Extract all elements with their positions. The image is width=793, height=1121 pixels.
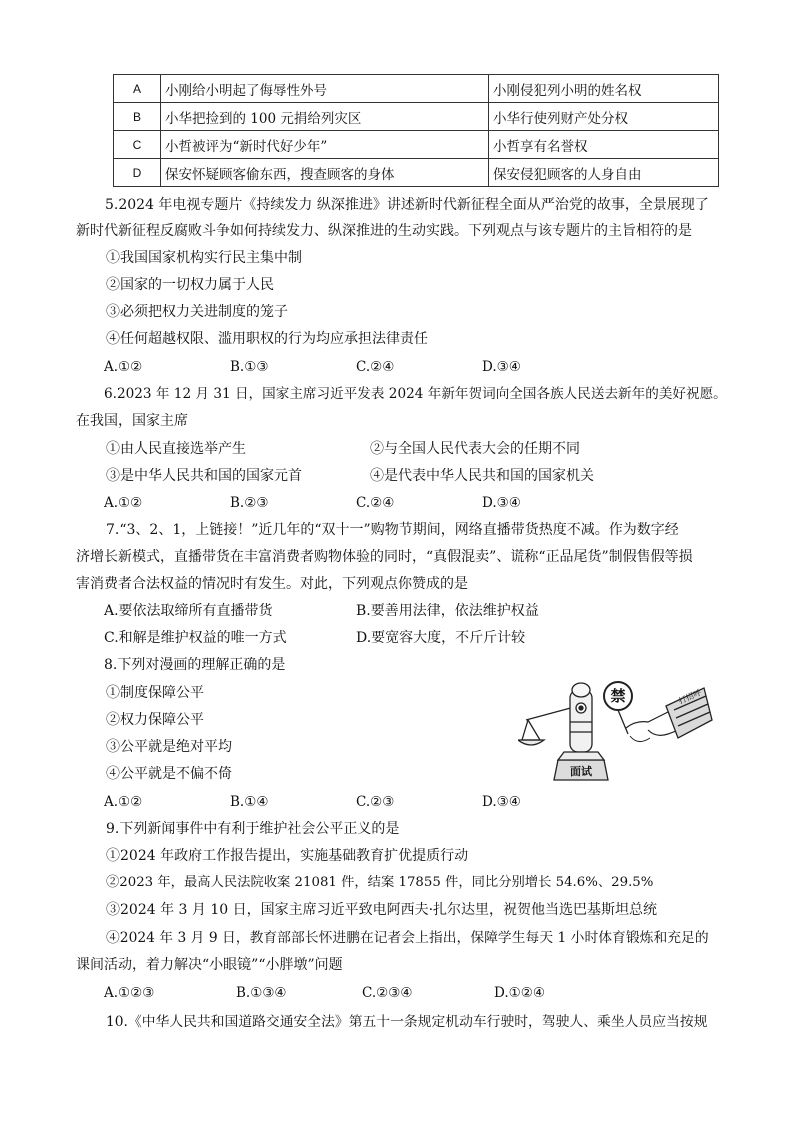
cartoon-pedestal-label: 面试 — [570, 765, 592, 778]
q6-choice-a: A.①② — [104, 495, 143, 511]
q6-stem-line1: 6.2023 年 12 月 31 日，国家主席习近平发表 2024 年新年贺词向全国各族人民送去新年的美好祝愿。 — [104, 386, 727, 402]
q8-item-2: ②权力保障公平 — [106, 712, 204, 728]
q5-item-1: ①我国国家机构实行民主集中制 — [106, 250, 302, 266]
q9-item-2: ②2023 年，最高人民法院收案 21081 件，结案 17855 件，同比分别增长 54.6%、29.5% — [106, 875, 654, 890]
q9-item-4: ④2024 年 3 月 9 日，教育部部长怀进鹏在记者会上指出，保障学生每天 1 小时体育锻炼和充足的 — [106, 930, 709, 946]
q7-stem-line3: 害消费者合法权益的情况时有发生。对此，下列观点你赞成的是 — [76, 576, 468, 592]
q5-choice-b: B.①③ — [230, 359, 269, 375]
q9-choice-c: C.②③④ — [362, 985, 413, 1001]
table-row — [114, 131, 719, 159]
q6-item-2: ②与全国人民代表大会的任期不同 — [370, 441, 580, 457]
q6-item-3: ③是中华人民共和国的国家元首 — [106, 468, 302, 484]
q7-choice-d: D.要宽容大度，不斤斤计较 — [356, 630, 526, 646]
q10-stem: 10.《中华人民共和国道路交通安全法》第五十一条规定机动车行驶时，驾驶人、乘坐人员应当按规 — [106, 1014, 708, 1030]
row-key: C — [114, 131, 161, 159]
row-judgement: 小刚侵犯列小明的姓名权 — [489, 75, 719, 103]
q8-item-4: ④公平就是不偏不倚 — [106, 766, 232, 782]
row-event: 小哲被评为“新时代好少年” — [161, 131, 489, 159]
q6-item-1: ①由人民直接选举产生 — [106, 441, 246, 457]
q6-choice-c: C.②④ — [356, 495, 395, 511]
row-judgement: 保安侵犯顾客的人身自由 — [489, 159, 719, 187]
q8-choice-d: D.③④ — [482, 794, 521, 810]
q9-item-4-continued: 课间活动，着力解决“小眼镜”“小胖墩”问题 — [76, 957, 343, 973]
q5-item-2: ②国家的一切权力属于人民 — [106, 277, 274, 293]
q7-choice-b: B.要善用法律，依法维护权益 — [356, 603, 539, 619]
table-row — [114, 103, 719, 131]
cartoon-forbidden-sign: 禁 — [610, 687, 626, 705]
q9-choice-b: B.①③④ — [236, 985, 287, 1001]
q9-choice-d: D.①②④ — [494, 985, 545, 1001]
q5-choice-d: D.③④ — [482, 359, 521, 375]
row-judgement: 小华行使列财产处分权 — [489, 103, 719, 131]
q5-item-3: ③必须把权力关进制度的笼子 — [106, 304, 288, 320]
cartoon-sleeve-note: 打招呼 — [677, 687, 703, 706]
row-key: A — [114, 75, 161, 103]
row-event: 小华把捡到的 100 元捐给列灾区 — [161, 103, 489, 131]
row-judgement: 小哲享有名誉权 — [489, 131, 719, 159]
cartoon-scale-illustration — [518, 676, 713, 788]
row-event: 保安怀疑顾客偷东西，搜查顾客的身体 — [161, 159, 489, 187]
row-key: B — [114, 103, 161, 131]
q9-item-3: ③2024 年 3 月 10 日，国家主席习近平致电阿西夫·扎尔达里，祝贺他当选巴基斯坦总统 — [106, 902, 658, 918]
q5-stem-line2: 新时代新征程反腐败斗争如何持续发力、纵深推进的生动实践。下列观点与该专题片的主旨相符的是 — [76, 223, 692, 239]
q8-choice-c: C.②③ — [356, 794, 395, 810]
q5-item-4: ④任何超越权限、滥用职权的行为均应承担法律责任 — [106, 331, 428, 347]
q5-choice-c: C.②④ — [356, 359, 395, 375]
q7-choice-a: A.要依法取缔所有直播带货 — [104, 603, 273, 619]
q6-choice-b: B.②③ — [230, 495, 269, 511]
q8-item-3: ③公平就是绝对平均 — [106, 739, 232, 755]
q9-choice-a: A.①②③ — [104, 985, 155, 1001]
q8-item-1: ①制度保障公平 — [106, 685, 204, 701]
table-row — [114, 75, 719, 103]
q9-item-1: ①2024 年政府工作报告提出，实施基础教育扩优提质行动 — [106, 848, 469, 864]
q8-stem: 8.下列对漫画的理解正确的是 — [104, 657, 286, 673]
q9-stem: 9.下列新闻事件中有利于维护社会公平正义的是 — [106, 821, 400, 837]
q6-item-4: ④是代表中华人民共和国的国家机关 — [370, 468, 594, 484]
q7-stem-line2: 济增长新模式，直播带货在丰富消费者购物体验的同时，“真假混卖”、谎称“正品尾货”制假售假等损 — [76, 549, 693, 565]
q5-stem-line1: 5.2024 年电视专题片《持续发力 纵深推进》讲述新时代新征程全面从严治党的故事，全景展现了 — [105, 197, 709, 213]
options-table — [113, 74, 719, 187]
q5-choice-a: A.①② — [104, 359, 143, 375]
q8-choice-a: A.①② — [104, 794, 143, 810]
q8-choice-b: B.①④ — [230, 794, 269, 810]
q6-choice-d: D.③④ — [482, 495, 521, 511]
q7-stem-line1: 7.“3、2、1，上链接！”近几年的“双十一”购物节期间，网络直播带货热度不减。作为数字经 — [106, 522, 679, 538]
table-row — [114, 159, 719, 187]
q7-choice-c: C.和解是维护权益的唯一方式 — [104, 630, 287, 646]
row-event: 小刚给小明起了侮辱性外号 — [161, 75, 489, 103]
row-key: D — [114, 159, 161, 187]
q6-stem-line2: 在我国，国家主席 — [76, 413, 188, 429]
